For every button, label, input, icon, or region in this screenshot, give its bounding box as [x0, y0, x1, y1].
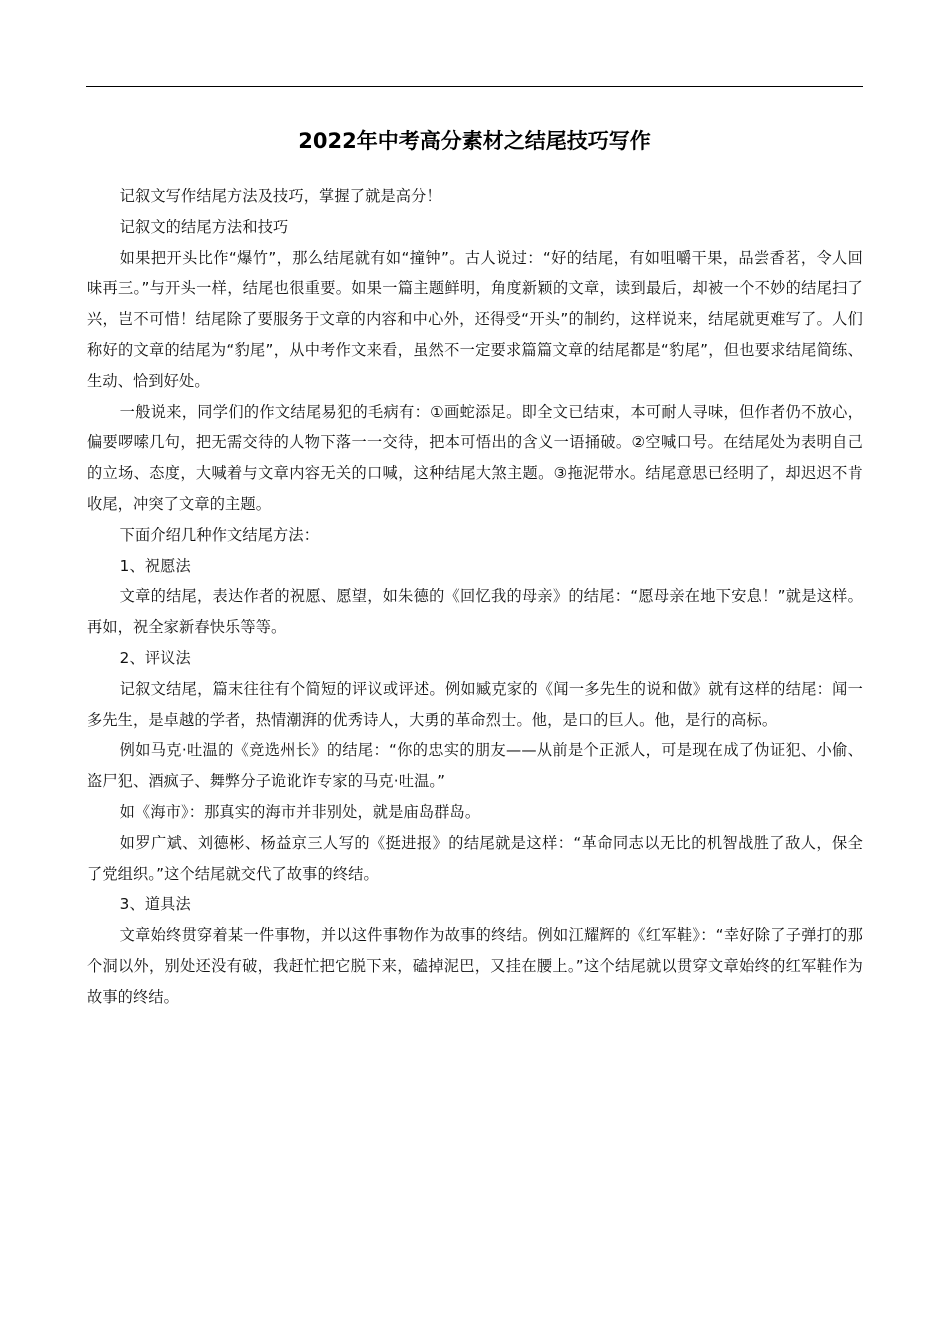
- paragraph-comment-example-4: 如罗广斌、刘德彬、杨益京三人写的《挺进报》的结尾就是这样：“革命同志以无比的机智战胜了敌人，保全了党组织。”这个结尾就交代了故事的终结。: [87, 833, 863, 883]
- header-rule: [86, 86, 863, 87]
- method-heading-comment: 2、评议法: [119, 648, 191, 667]
- document-title: 2022年中考高分素材之结尾技巧写作: [298, 129, 651, 153]
- paragraph-blessing: 文章的结尾，表达作者的祝愿、愿望，如朱德的《回忆我的母亲》的结尾：“愿母亲在地下安息！”就是这样。再如，祝全家新春快乐等等。: [87, 587, 863, 637]
- paragraph-common-mistakes: 一般说来，同学们的作文结尾易犯的毛病有：①画蛇添足。即全文已结束，本可耐人寻味，但作者仍不放心，偏要啰嗦几句，把无需交待的人物下落一一交待，把本可悟出的含义一语捅破。②空喊口号。在结尾处为表明自己的立场、态度，大喊着与文章内容无关的口喊，这种结尾大煞主题。③拖泥带水。结尾意思已经明了，却迟迟不肯收尾，冲突了文章的主题。: [87, 402, 863, 513]
- paragraph-comment-example-1: 记叙文结尾，篇末往往有个简短的评议或评述。例如臧克家的《闻一多先生的说和做》就有这样的结尾：闻一多先生，是卓越的学者，热情潮湃的优秀诗人，大勇的革命烈士。他，是口的巨人。他，是行的高标。: [87, 679, 863, 729]
- methods-intro: 下面介绍几种作文结尾方法：: [119, 525, 320, 544]
- paragraph-comment-example-2: 例如马克·吐温的《竞选州长》的结尾：“你的忠实的朋友——从前是个正派人，可是现在成了伪证犯、小偷、盗尸犯、酒疯子、舞弊分子诡讹诈专家的马克·吐温。”: [87, 741, 863, 791]
- document-body: [87, 181, 863, 1013]
- paragraph-comment-example-3: 如《海市》：那真实的海市并非别处，就是庙岛群岛。: [119, 802, 481, 821]
- method-heading-prop: 3、道具法: [119, 895, 191, 914]
- paragraph-opening-analogy: 如果把开头比作“爆竹”，那么结尾就有如“撞钟”。古人说过：“好的结尾，有如咀嚼干果，品尝香茗，令人回味再三。”与开头一样，结尾也很重要。如果一篇主题鲜明，角度新颖的文章，读到最后，却被一个不妙的结尾扫了兴，岂不可惜！结尾除了要服务于文章的内容和中心外，还得受“开头”的制约，这样说来，结尾就更难写了。人们称好的文章的结尾为“豹尾”，从中考作文来看，虽然不一定要求篇篇文章的结尾都是“豹尾”，但也要求结尾简练、生动、恰到好处。: [87, 248, 863, 390]
- method-heading-blessing: 1、祝愿法: [119, 556, 191, 575]
- intro-line: 记叙文写作结尾方法及技巧，掌握了就是高分！: [119, 187, 442, 205]
- paragraph-prop: 文章始终贯穿着某一件事物，并以这件事物作为故事的终结。例如江耀辉的《红军鞋》：“幸好除了子弹打的那个洞以外，别处还没有破，我赶忙把它脱下来，磕掉泥巴，又挂在腰上。”这个结尾就以贯穿文章始终的红军鞋作为故事的终结。: [87, 926, 863, 1006]
- section-heading: 记叙文的结尾方法和技巧: [119, 217, 289, 236]
